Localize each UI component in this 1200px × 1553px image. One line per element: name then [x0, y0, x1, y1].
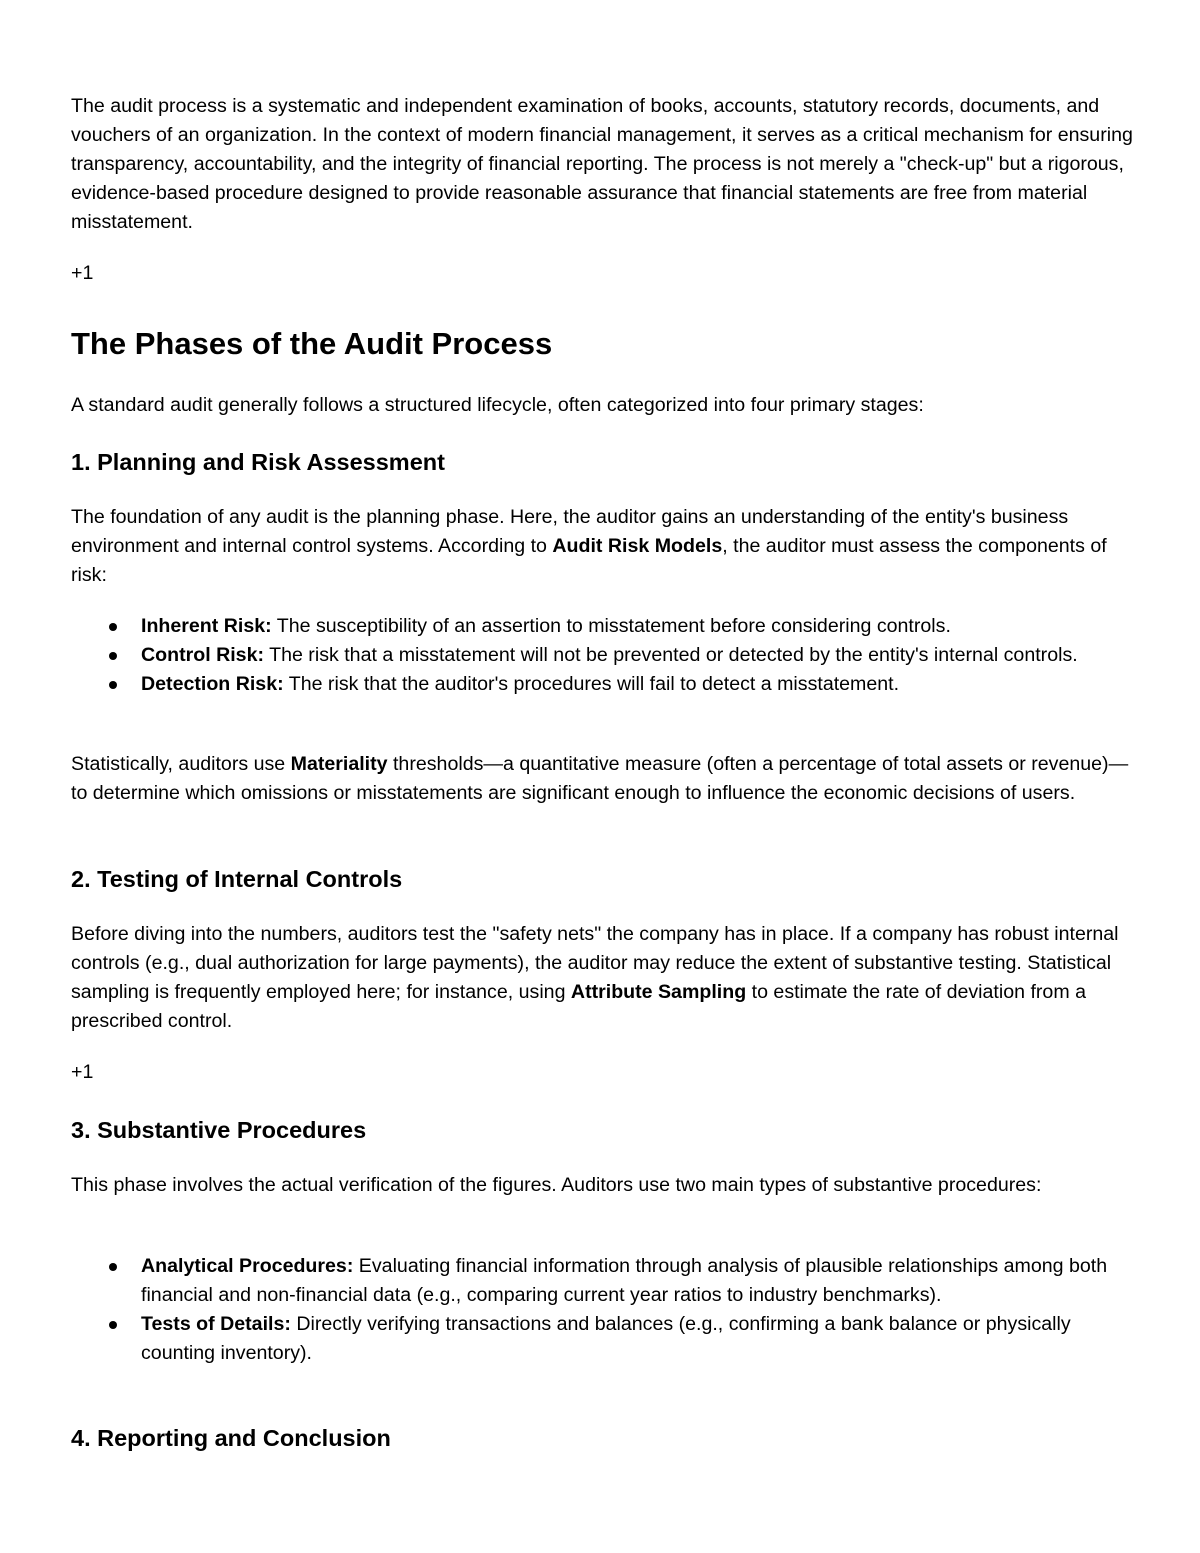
bullet-dot-icon — [109, 1321, 117, 1329]
materiality-paragraph-end: thresholds—a quantitative measure (often a percentage of total assets or revenue)—to determine which omissions or misstatements are significant enough to influence the economic decisions of users. — [71, 753, 1129, 804]
bullet-term: Tests of Details: — [141, 1312, 291, 1335]
lead-paragraph — [71, 391, 1133, 420]
list-item — [71, 641, 1133, 670]
section-2-paragraph-start: Before diving into the numbers, auditors test the "safety nets" the company has in place. If a company has robust internal controls (e.g., dual authorization for large payments), the auditor may reduce the extent of substantive testing. Statistical sampling is frequently employed here; for instance, using — [71, 923, 1119, 1003]
list-item — [71, 670, 1133, 699]
bullet-term: Detection Risk: — [141, 672, 284, 695]
intro-marker — [71, 259, 1133, 288]
section-1-paragraph — [71, 503, 1133, 590]
section-3-paragraph — [71, 1171, 1133, 1200]
bullet-dot-icon — [109, 623, 117, 631]
bullet-text: Directly verifying transactions and balances (e.g., confirming a bank balance or physically counting inventory). — [141, 1312, 1071, 1364]
section-1-paragraph-start: The foundation of any audit is the planning phase. Here, the auditor gains an understanding of the entity's business environment and internal control systems. According to — [71, 506, 1069, 557]
materiality-paragraph — [71, 750, 1133, 808]
bullet-text: Evaluating financial information through analysis of plausible relationships among both financial and non-financial data (e.g., comparing current year ratios to industry benchmarks). — [141, 1255, 1108, 1306]
lead-text: A standard audit generally follows a structured lifecycle, often categorized into four primary stages: — [71, 394, 924, 416]
bullet-text: The risk that the auditor's procedures will fail to detect a misstatement. — [283, 672, 900, 695]
section-1-heading: 1. Planning and Risk Assessment — [71, 449, 445, 475]
section-3-paragraph-text: This phase involves the actual verification of the figures. Auditors use two main types of substantive procedures: — [71, 1174, 1042, 1196]
substantive-procedures-list — [71, 1252, 1133, 1368]
list-item — [71, 612, 1133, 641]
section-2-marker — [71, 1058, 1133, 1087]
list-item — [71, 1310, 1133, 1368]
attribute-sampling-term: Attribute Sampling — [570, 980, 747, 1003]
bullet-dot-icon — [109, 681, 117, 689]
list-item — [71, 1252, 1133, 1310]
section-2-paragraph — [71, 920, 1133, 1036]
intro-paragraph-text: The audit process is a systematic and independent examination of books, accounts, statutory records, documents, and vouchers of an organization. In the context of modern financial management, it serves as a critical mechanism for ensuring transparency, accountability, and the integrity of financial reporting. The process is not merely a "check-up" but a rigorous, evidence-based procedure designed to provide reasonable assurance that financial statements are free from material misstatement. — [71, 95, 1133, 233]
bullet-term: Inherent Risk: — [141, 615, 272, 637]
bullet-dot-icon — [109, 652, 117, 660]
risk-components-list — [71, 612, 1133, 699]
section-2-paragraph-end: to estimate the rate of deviation from a prescribed control. — [71, 980, 1086, 1032]
bullet-term: Analytical Procedures: — [141, 1255, 354, 1277]
audit-risk-models-term: Audit Risk Models — [552, 534, 723, 557]
section-3-heading: 3. Substantive Procedures — [71, 1117, 367, 1143]
bullet-term: Control Risk: — [141, 643, 265, 666]
section-4-heading: 4. Reporting and Conclusion — [71, 1425, 391, 1451]
section-2-marker-text: +1 — [71, 1061, 94, 1083]
materiality-paragraph-start: Statistically, auditors use — [71, 753, 291, 775]
intro-paragraph — [71, 92, 1133, 237]
bullet-text: The susceptibility of an assertion to misstatement before considering controls. — [271, 615, 951, 637]
materiality-term: Materiality — [290, 753, 388, 775]
section-1-paragraph-end: , the auditor must assess the components of risk: — [71, 534, 1107, 586]
page-title: The Phases of the Audit Process — [71, 326, 553, 361]
intro-marker-text: +1 — [71, 262, 94, 284]
bullet-dot-icon — [109, 1263, 117, 1271]
section-2-heading: 2. Testing of Internal Controls — [71, 866, 403, 892]
bullet-text: The risk that a misstatement will not be prevented or detected by the entity's internal controls. — [264, 643, 1078, 666]
